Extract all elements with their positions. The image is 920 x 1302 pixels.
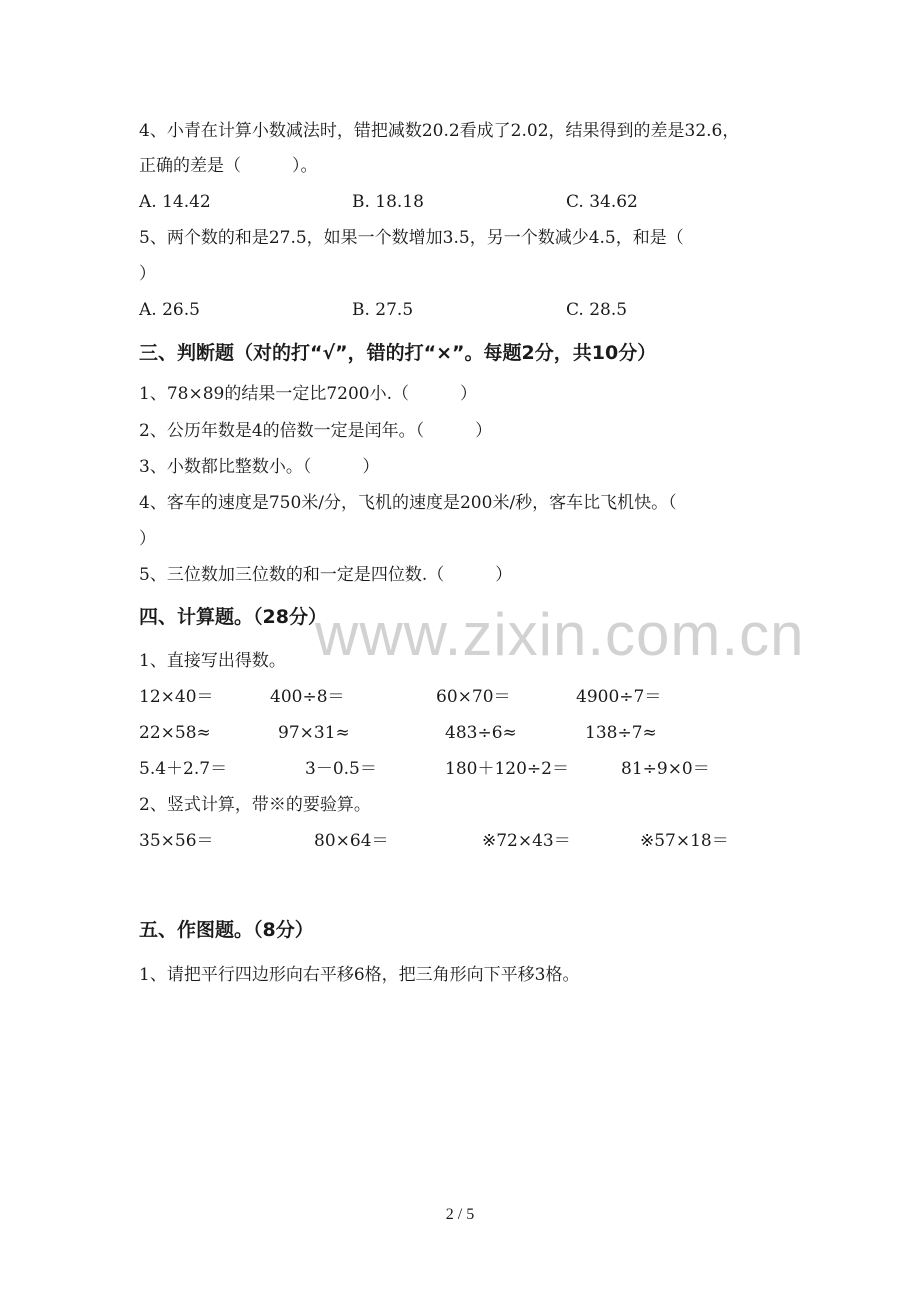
calc-item: 12×40＝	[139, 687, 214, 707]
q5-option-c: C. 28.5	[566, 300, 628, 320]
calc-item: 138÷7≈	[585, 723, 657, 743]
calc-item: 97×31≈	[278, 723, 350, 743]
q4-option-c: C. 34.62	[566, 192, 638, 212]
watermark: www.zixin.com.cn	[315, 601, 805, 668]
judge-item-4: 4、客车的速度是750米/分，飞机的速度是200米/秒，客车比飞机快。（	[139, 493, 677, 513]
q5-option-b: B. 27.5	[352, 300, 414, 320]
vertical-calc-item: 35×56＝	[139, 831, 214, 851]
page-number: 2 / 5	[445, 1206, 475, 1223]
q4-option-b: B. 18.18	[352, 192, 424, 212]
calc-sub2: 2、竖式计算，带※的要验算。	[139, 795, 371, 815]
vertical-calc-item: 80×64＝	[314, 831, 389, 851]
judge-item-4-cont: ）	[139, 529, 156, 549]
judge-item-5: 5、三位数加三位数的和一定是四位数.（ ）	[139, 565, 513, 585]
calc-item: 180＋120÷2＝	[445, 759, 569, 779]
judge-item-1: 1、78×89的结果一定比7200小.（ ）	[139, 384, 477, 404]
judge-item-3: 3、小数都比整数小。（ ）	[139, 457, 380, 477]
section5-title: 五、作图题。（8分）	[139, 919, 314, 941]
q5-line1: 5、两个数的和是27.5，如果一个数增加3.5，另一个数减少4.5，和是（	[139, 228, 684, 248]
calc-item: 81÷9×0＝	[621, 759, 710, 779]
calc-sub1: 1、直接写出得数。	[139, 651, 286, 671]
q4-option-a: A. 14.42	[139, 192, 211, 212]
drawing-item-1: 1、请把平行四边形向右平移6格，把三角形向下平移3格。	[139, 965, 580, 985]
q5-line2: ）	[139, 264, 156, 284]
calc-item: 483÷6≈	[445, 723, 517, 743]
judge-item-2: 2、公历年数是4的倍数一定是闰年。（ ）	[139, 421, 493, 441]
calc-item: 22×58≈	[139, 723, 211, 743]
q4-line2: 正确的差是（ ）。	[139, 156, 318, 176]
section3-title: 三、判断题（对的打“√”，错的打“×”。每题2分，共10分）	[139, 342, 657, 364]
q5-option-a: A. 26.5	[139, 300, 200, 320]
calc-item: 400÷8＝	[270, 687, 345, 707]
vertical-calc-item: ※72×43＝	[482, 831, 571, 851]
section4-title: 四、计算题。（28分）	[139, 606, 327, 628]
vertical-calc-item: ※57×18＝	[640, 831, 729, 851]
calc-item: 5.4＋2.7＝	[139, 759, 228, 779]
q4-line1: 4、小青在计算小数减法时，错把减数20.2看成了2.02，结果得到的差是32.6，	[139, 121, 740, 141]
calc-item: 3－0.5＝	[305, 759, 377, 779]
calc-item: 60×70＝	[436, 687, 511, 707]
calc-item: 4900÷7＝	[576, 687, 662, 707]
